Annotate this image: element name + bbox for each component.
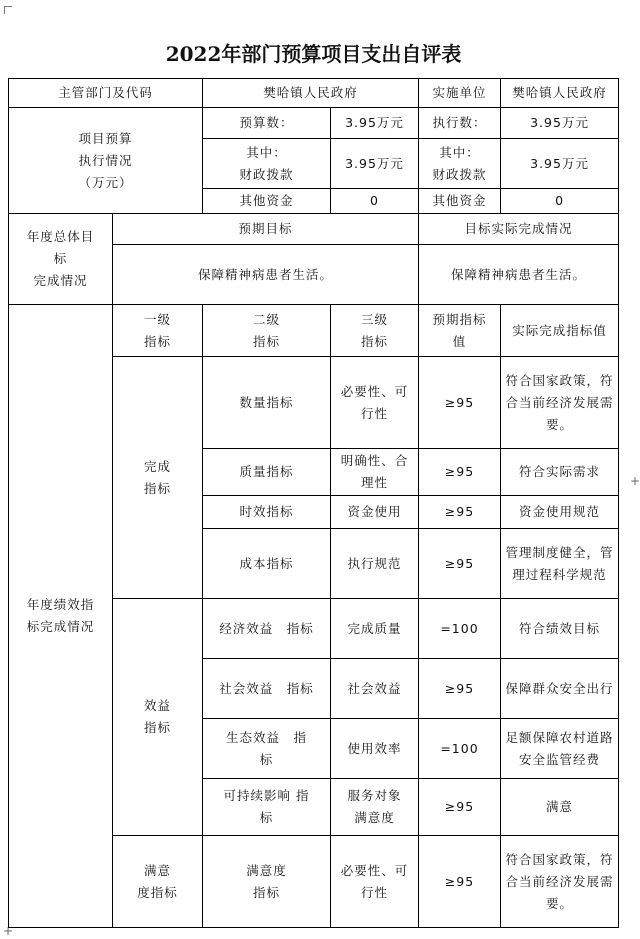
evaluation-table — [8, 30, 619, 928]
actual-header: 实际完成指标值 — [501, 305, 619, 357]
actual-goal-text: 保障精神病患者生活。 — [419, 245, 619, 305]
actual-cell: 管理制度健全，管理过程科学规范 — [501, 529, 619, 599]
level3-cell: 使用效率 — [331, 719, 419, 779]
goal-label: 年度总体目 标 完成情况 — [9, 214, 113, 305]
level3-cell: 社会效益 — [331, 659, 419, 719]
budget-label: 项目预算 执行情况 （万元） — [9, 108, 203, 214]
target-cell: ≥95 — [419, 779, 501, 836]
budget-row-value: 3.95万元 — [331, 139, 419, 189]
execution-row-value: 3.95万元 — [501, 139, 619, 189]
actual-cell: 符合实际需求 — [501, 449, 619, 496]
budget-row-value: 3.95万元 — [331, 108, 419, 139]
level3-header: 三级 指标 — [331, 305, 419, 357]
target-cell: ≥95 — [419, 496, 501, 529]
level3-cell: 明确性、合 理性 — [331, 449, 419, 496]
level2-cell: 生态效益 指 标 — [203, 719, 331, 779]
page-title: 2022年部门预算项目支出自评表 — [165, 42, 462, 66]
expected-goal-text: 保障精神病患者生活。 — [113, 245, 419, 305]
target-cell: ≥95 — [419, 357, 501, 449]
indicator-group-name: 效益 指标 — [113, 599, 203, 836]
target-cell: ≥95 — [419, 836, 501, 928]
target-cell: ≥95 — [419, 659, 501, 719]
budget-row-value: 0 — [331, 189, 419, 214]
impl-label: 实施单位 — [419, 79, 501, 108]
actual-cell: 足额保障农村道路安全监管经费 — [501, 719, 619, 779]
actual-cell: 保障群众安全出行 — [501, 659, 619, 719]
level2-cell: 经济效益 指标 — [203, 599, 331, 659]
goal-header-row — [9, 214, 619, 245]
actual-cell: 符合国家政策，符合当前经济发展需要。 — [501, 357, 619, 449]
target-cell: ≥95 — [419, 449, 501, 496]
level2-header: 二级 指标 — [203, 305, 331, 357]
execution-row-value: 3.95万元 — [501, 108, 619, 139]
target-cell: =100 — [419, 599, 501, 659]
budget-row-label: 其中： 财政拨款 — [203, 139, 331, 189]
level3-cell: 完成质量 — [331, 599, 419, 659]
actual-cell: 符合绩效目标 — [501, 599, 619, 659]
level2-cell: 社会效益 指标 — [203, 659, 331, 719]
plus-marker-icon: + — [3, 924, 14, 938]
budget-row — [9, 108, 619, 139]
level1-header: 一级 指标 — [113, 305, 203, 357]
execution-row-label: 其中： 财政拨款 — [419, 139, 501, 189]
self-evaluation-form — [8, 30, 618, 928]
budget-row-label: 其他资金 — [203, 189, 331, 214]
actual-cell: 资金使用规范 — [501, 496, 619, 529]
dept-row — [9, 79, 619, 108]
performance-label: 年度绩效指 标完成情况 — [9, 305, 113, 928]
level2-cell: 满意度 指标 — [203, 836, 331, 928]
level2-cell: 可持续影响 指 标 — [203, 779, 331, 836]
plus-marker-icon: + — [630, 474, 640, 488]
indicator-group-name: 完成 指标 — [113, 357, 203, 599]
level2-cell: 时效指标 — [203, 496, 331, 529]
actual-cell: 符合国家政策，符合当前经济发展需要。 — [501, 836, 619, 928]
level3-cell: 必要性、可 行性 — [331, 357, 419, 449]
dept-label: 主管部门及代码 — [9, 79, 203, 108]
budget-row-label: 预算数： — [203, 108, 331, 139]
level3-cell: 执行规范 — [331, 529, 419, 599]
impl-value: 樊哈镇人民政府 — [501, 79, 619, 108]
level2-cell: 成本指标 — [203, 529, 331, 599]
execution-row-label: 执行数： — [419, 108, 501, 139]
level3-cell: 服务对象 满意度 — [331, 779, 419, 836]
execution-row-value: 0 — [501, 189, 619, 214]
actual-goal-header: 目标实际完成情况 — [419, 214, 619, 245]
target-header: 预期指标 值 — [419, 305, 501, 357]
indicator-group-name: 满意 度指标 — [113, 836, 203, 928]
target-cell: ≥95 — [419, 529, 501, 599]
level2-cell: 数量指标 — [203, 357, 331, 449]
level3-cell: 资金使用 — [331, 496, 419, 529]
actual-cell: 满意 — [501, 779, 619, 836]
crop-mark-icon — [4, 6, 12, 14]
indicator-header-row — [9, 305, 619, 357]
level2-cell: 质量指标 — [203, 449, 331, 496]
target-cell: =100 — [419, 719, 501, 779]
execution-row-label: 其他资金 — [419, 189, 501, 214]
level3-cell: 必要性、可 行性 — [331, 836, 419, 928]
expected-goal-header: 预期目标 — [113, 214, 419, 245]
dept-value: 樊哈镇人民政府 — [203, 79, 419, 108]
